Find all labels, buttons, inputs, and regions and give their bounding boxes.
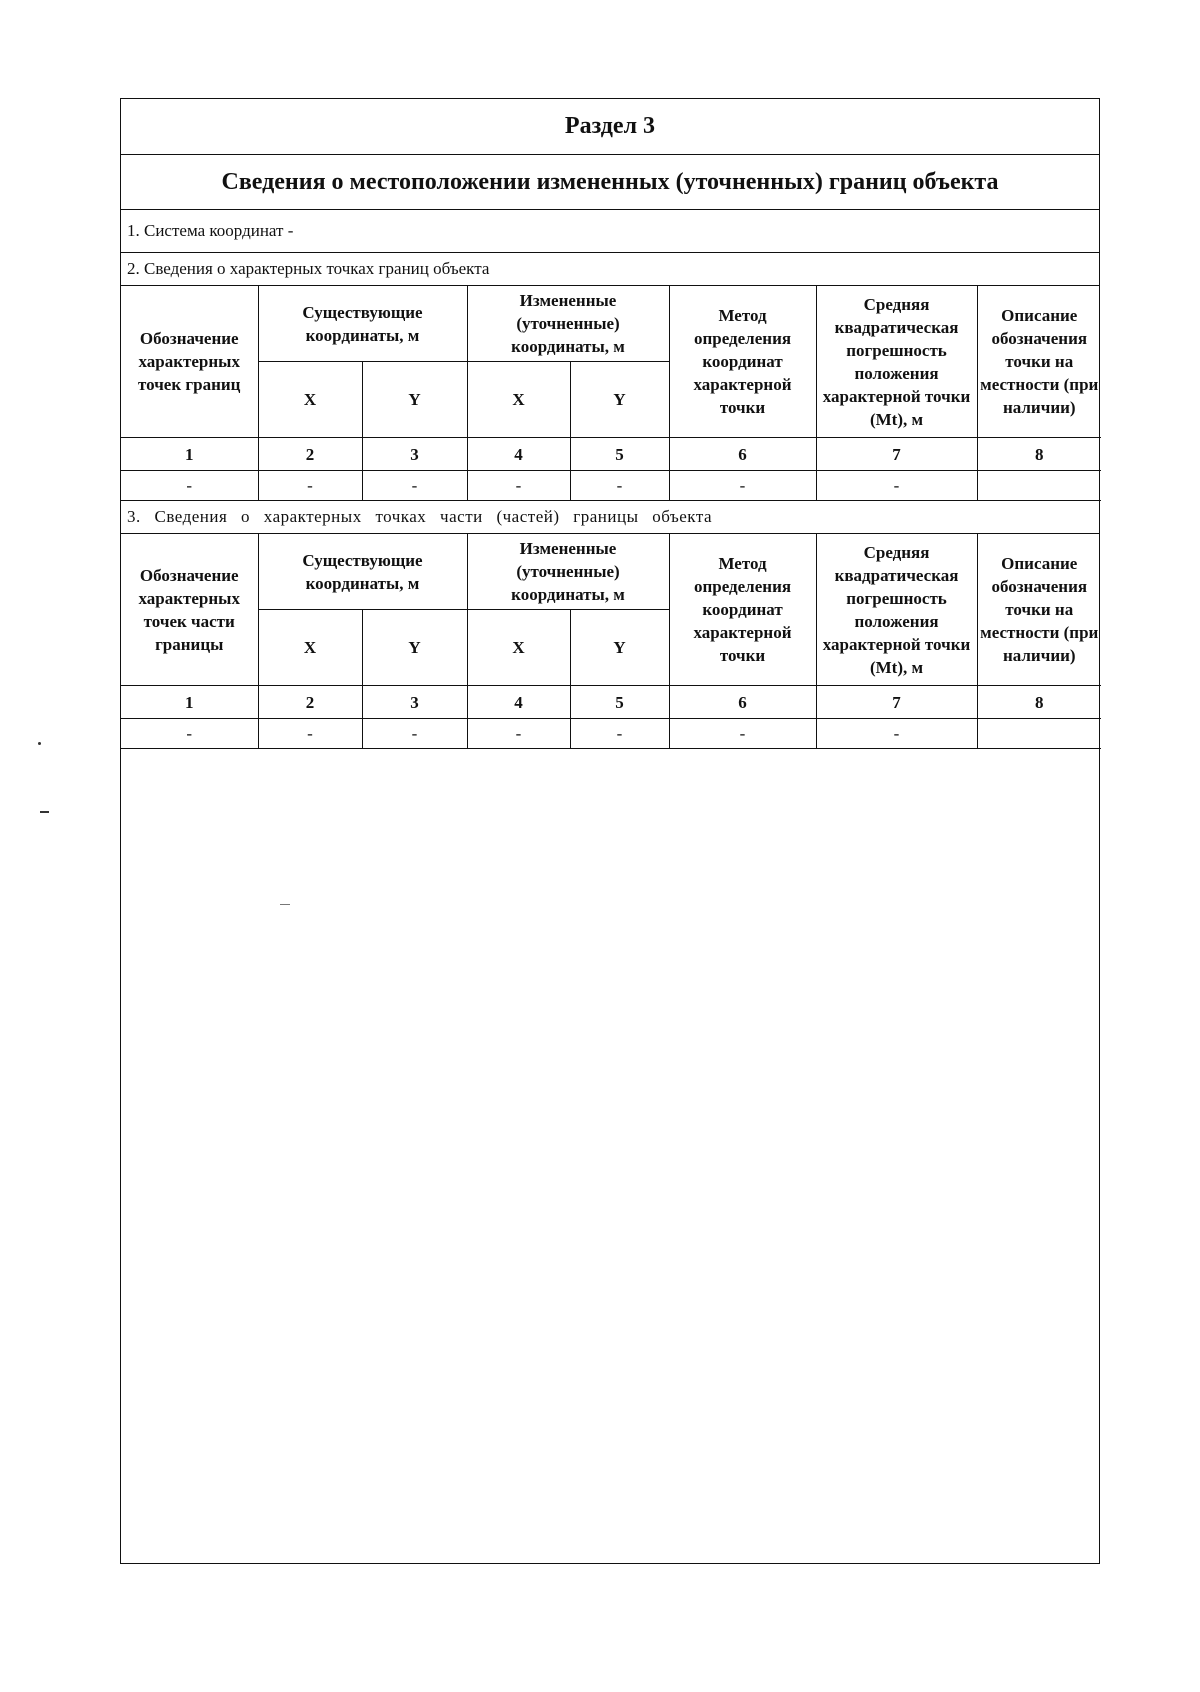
table1-col-number: 5 <box>570 438 669 471</box>
table1-cell <box>977 471 1101 501</box>
table1-header-error: Средняя квадратическая погрешность положения характерной точки (Mt), м <box>816 286 977 438</box>
table1-header-designation: Обозначение характерных точек границ <box>121 286 258 438</box>
table1-header-existing-y: Y <box>362 362 467 438</box>
table2-cell: - <box>816 719 977 749</box>
table1-caption: 2. Сведения о характерных точках границ объекта <box>121 253 1099 286</box>
table2-header-existing: Существующие координаты, м <box>258 534 467 610</box>
table1-header-existing-x: X <box>258 362 362 438</box>
table2-col-number: 3 <box>362 686 467 719</box>
table2-col-number: 5 <box>570 686 669 719</box>
section-subtitle: Сведения о местоположении измененных (уточненных) границ объекта <box>121 155 1099 210</box>
table2-col-number: 6 <box>669 686 816 719</box>
table1-boundary-points <box>121 286 1101 501</box>
table1-col-number: 6 <box>669 438 816 471</box>
table2-header-method: Метод определения координат характерной точки <box>669 534 816 686</box>
table1-cell: - <box>258 471 362 501</box>
table2-header-existing-y: Y <box>362 610 467 686</box>
table1-header-changed: Измененные (уточненные) координаты, м <box>467 286 669 362</box>
table1-cell: - <box>570 471 669 501</box>
table2-caption: 3. Сведения о характерных точках части (частей) границы объекта <box>121 501 1099 534</box>
table2-col-number: 1 <box>121 686 258 719</box>
table2-cell: - <box>669 719 816 749</box>
table2-col-number: 7 <box>816 686 977 719</box>
table1-col-number: 3 <box>362 438 467 471</box>
table2-cell: - <box>467 719 570 749</box>
table1-col-number: 2 <box>258 438 362 471</box>
coord-system-line: 1. Система координат - <box>121 210 1099 253</box>
table1-header-description: Описание обозначения точки на местности (при наличии) <box>977 286 1101 438</box>
document-frame <box>120 98 1100 1564</box>
table1-header-method: Метод определения координат характерной точки <box>669 286 816 438</box>
table1-cell: - <box>121 471 258 501</box>
table1-cell: - <box>669 471 816 501</box>
table2-header-changed-x: X <box>467 610 570 686</box>
table1-col-number: 8 <box>977 438 1101 471</box>
table2-cell: - <box>362 719 467 749</box>
table1-header-changed-y: Y <box>570 362 669 438</box>
table2-cell: - <box>570 719 669 749</box>
table2-header-error: Средняя квадратическая погрешность положения характерной точки (Mt), м <box>816 534 977 686</box>
table2-col-number: 8 <box>977 686 1101 719</box>
table2-col-number: 2 <box>258 686 362 719</box>
table1-cell: - <box>467 471 570 501</box>
section-title: Раздел 3 <box>121 99 1099 155</box>
table2-cell: - <box>121 719 258 749</box>
table2-header-changed: Измененные (уточненные) координаты, м <box>467 534 669 610</box>
table2-part-boundary-points <box>121 534 1101 749</box>
table1-col-number: 7 <box>816 438 977 471</box>
table1-cell: - <box>362 471 467 501</box>
scan-speck <box>280 904 290 905</box>
scan-speck <box>40 811 49 813</box>
table1-header-existing: Существующие координаты, м <box>258 286 467 362</box>
table1-cell: - <box>816 471 977 501</box>
table1-header-changed-x: X <box>467 362 570 438</box>
table2-header-existing-x: X <box>258 610 362 686</box>
table2-cell: - <box>258 719 362 749</box>
table2-header-changed-y: Y <box>570 610 669 686</box>
table1-col-number: 4 <box>467 438 570 471</box>
table2-col-number: 4 <box>467 686 570 719</box>
table2-cell <box>977 719 1101 749</box>
scan-speck <box>38 742 41 745</box>
table2-header-designation: Обозначение характерных точек части границы <box>121 534 258 686</box>
table2-header-description: Описание обозначения точки на местности (при наличии) <box>977 534 1101 686</box>
table1-col-number: 1 <box>121 438 258 471</box>
